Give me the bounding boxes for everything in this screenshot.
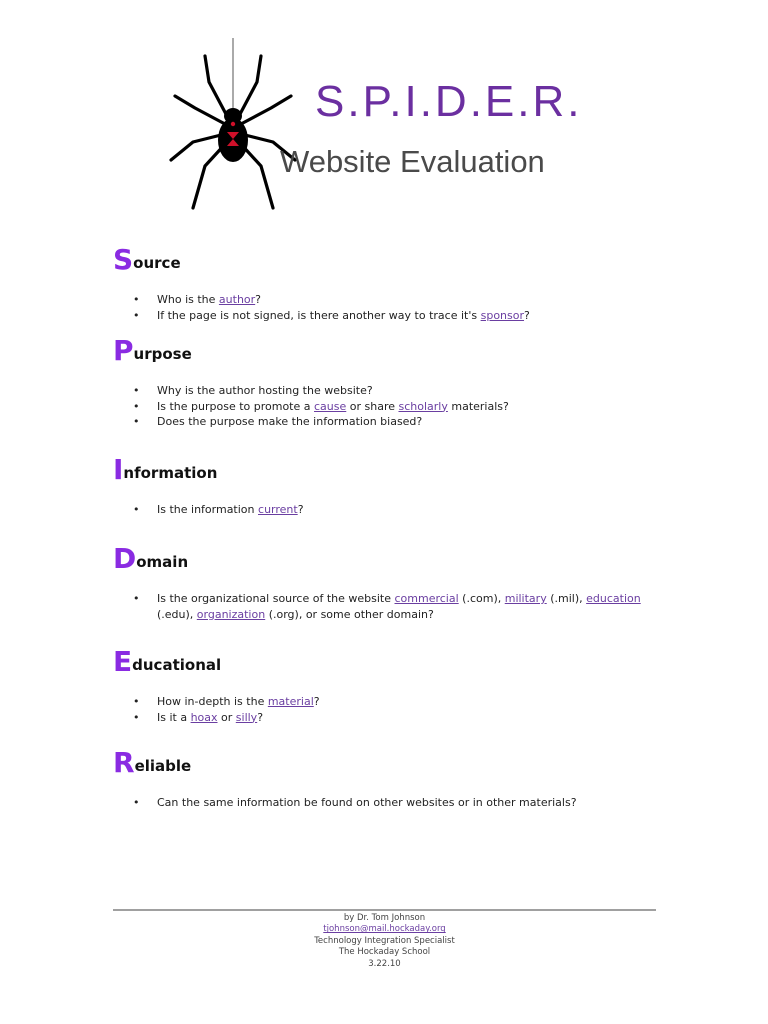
section-heading <box>113 645 673 678</box>
question-text: Who is the <box>157 293 219 306</box>
spider-icon <box>165 38 305 218</box>
section-reliable <box>113 746 673 811</box>
footer-school: The Hockaday School <box>338 947 431 958</box>
question-text: Can the same information be found on other websites or in other materials? <box>157 796 577 809</box>
link-author[interactable]: author <box>218 293 256 306</box>
header-logo <box>165 38 585 220</box>
heading-initial: E <box>113 645 133 678</box>
footer <box>113 913 656 970</box>
question-text: Is the purpose to promote a <box>157 399 314 413</box>
section-educational <box>113 645 673 725</box>
section-source <box>113 243 673 323</box>
link-silly[interactable]: silly <box>235 710 258 724</box>
question-text: Is the organizational source of the website <box>157 592 395 605</box>
footer-date: 3.22.10 <box>368 958 401 969</box>
question-text: If the page is not signed, is there another way to trace it's <box>157 308 481 322</box>
question-item <box>133 694 673 710</box>
question-item <box>133 502 673 518</box>
question-text: Does the purpose make the information biased? <box>157 415 423 428</box>
question-text: How in-depth is the <box>157 695 268 708</box>
link-material[interactable]: material <box>267 695 314 708</box>
link-current[interactable]: current <box>258 502 298 516</box>
section-heading <box>113 746 673 779</box>
footer-role: Technology Integration Specialist <box>314 935 455 946</box>
footer-email-link[interactable]: tjohnson@mail.hockaday.org <box>323 924 446 935</box>
evaluation-content <box>113 243 673 811</box>
section-heading <box>113 243 673 276</box>
question-text: Is the information <box>157 502 259 516</box>
question-text: or share <box>346 399 399 413</box>
heading-initial: S <box>113 243 134 276</box>
link-military[interactable]: military <box>504 592 547 605</box>
link-cause[interactable]: cause <box>314 399 347 413</box>
heading-initial: R <box>113 746 135 779</box>
link-scholarly[interactable]: scholarly <box>398 399 448 413</box>
section-domain <box>113 542 673 622</box>
question-item <box>133 591 673 622</box>
link-organization[interactable]: organization <box>196 607 266 621</box>
heading-rest: urpose <box>133 345 192 363</box>
heading-initial: D <box>113 542 137 575</box>
logo-subtitle: Website Evaluation <box>280 144 545 179</box>
question-text: or <box>217 710 236 724</box>
question-item <box>133 795 673 811</box>
question-text: ? <box>257 710 264 724</box>
question-list <box>113 383 673 430</box>
question-text: ? <box>524 308 530 322</box>
footer-divider <box>113 909 656 911</box>
question-item <box>133 383 673 399</box>
section-heading <box>113 334 673 367</box>
footer-author: by Dr. Tom Johnson <box>343 913 426 923</box>
question-item <box>133 710 673 726</box>
question-text: ? <box>297 502 304 516</box>
question-text: Is it a <box>157 710 191 724</box>
question-list <box>113 694 673 725</box>
heading-initial: P <box>113 334 134 367</box>
link-education[interactable]: education <box>586 592 641 605</box>
heading-rest: nformation <box>123 463 218 482</box>
section-purpose <box>113 334 673 430</box>
question-list <box>113 292 673 323</box>
question-text: (.mil), <box>546 592 587 605</box>
section-heading <box>113 452 673 486</box>
question-text: materials? <box>447 399 509 413</box>
question-text: (.edu), <box>157 607 197 621</box>
question-item <box>133 292 673 308</box>
question-text: ? <box>255 293 262 306</box>
question-text: (.org), or some other domain? <box>265 607 434 621</box>
link-commercial[interactable]: commercial <box>394 592 459 605</box>
heading-initial: I <box>113 452 124 486</box>
heading-rest: ducational <box>132 656 222 674</box>
section-heading <box>113 542 673 575</box>
question-list <box>113 591 673 622</box>
heading-rest: ource <box>133 254 181 272</box>
question-item <box>133 308 673 324</box>
question-text: (.com), <box>458 592 505 605</box>
heading-rest: omain <box>136 553 189 571</box>
question-list <box>113 795 673 811</box>
logo-title: S.P.I.D.E.R. <box>315 77 583 126</box>
heading-rest: eliable <box>134 757 192 775</box>
question-list <box>113 502 673 518</box>
question-item <box>133 414 673 430</box>
link-hoax[interactable]: hoax <box>190 710 218 724</box>
question-text: Why is the author hosting the website? <box>157 384 373 397</box>
question-text: ? <box>313 695 320 708</box>
question-item <box>133 399 673 415</box>
link-sponsor[interactable]: sponsor <box>480 308 525 322</box>
section-information <box>113 452 673 518</box>
